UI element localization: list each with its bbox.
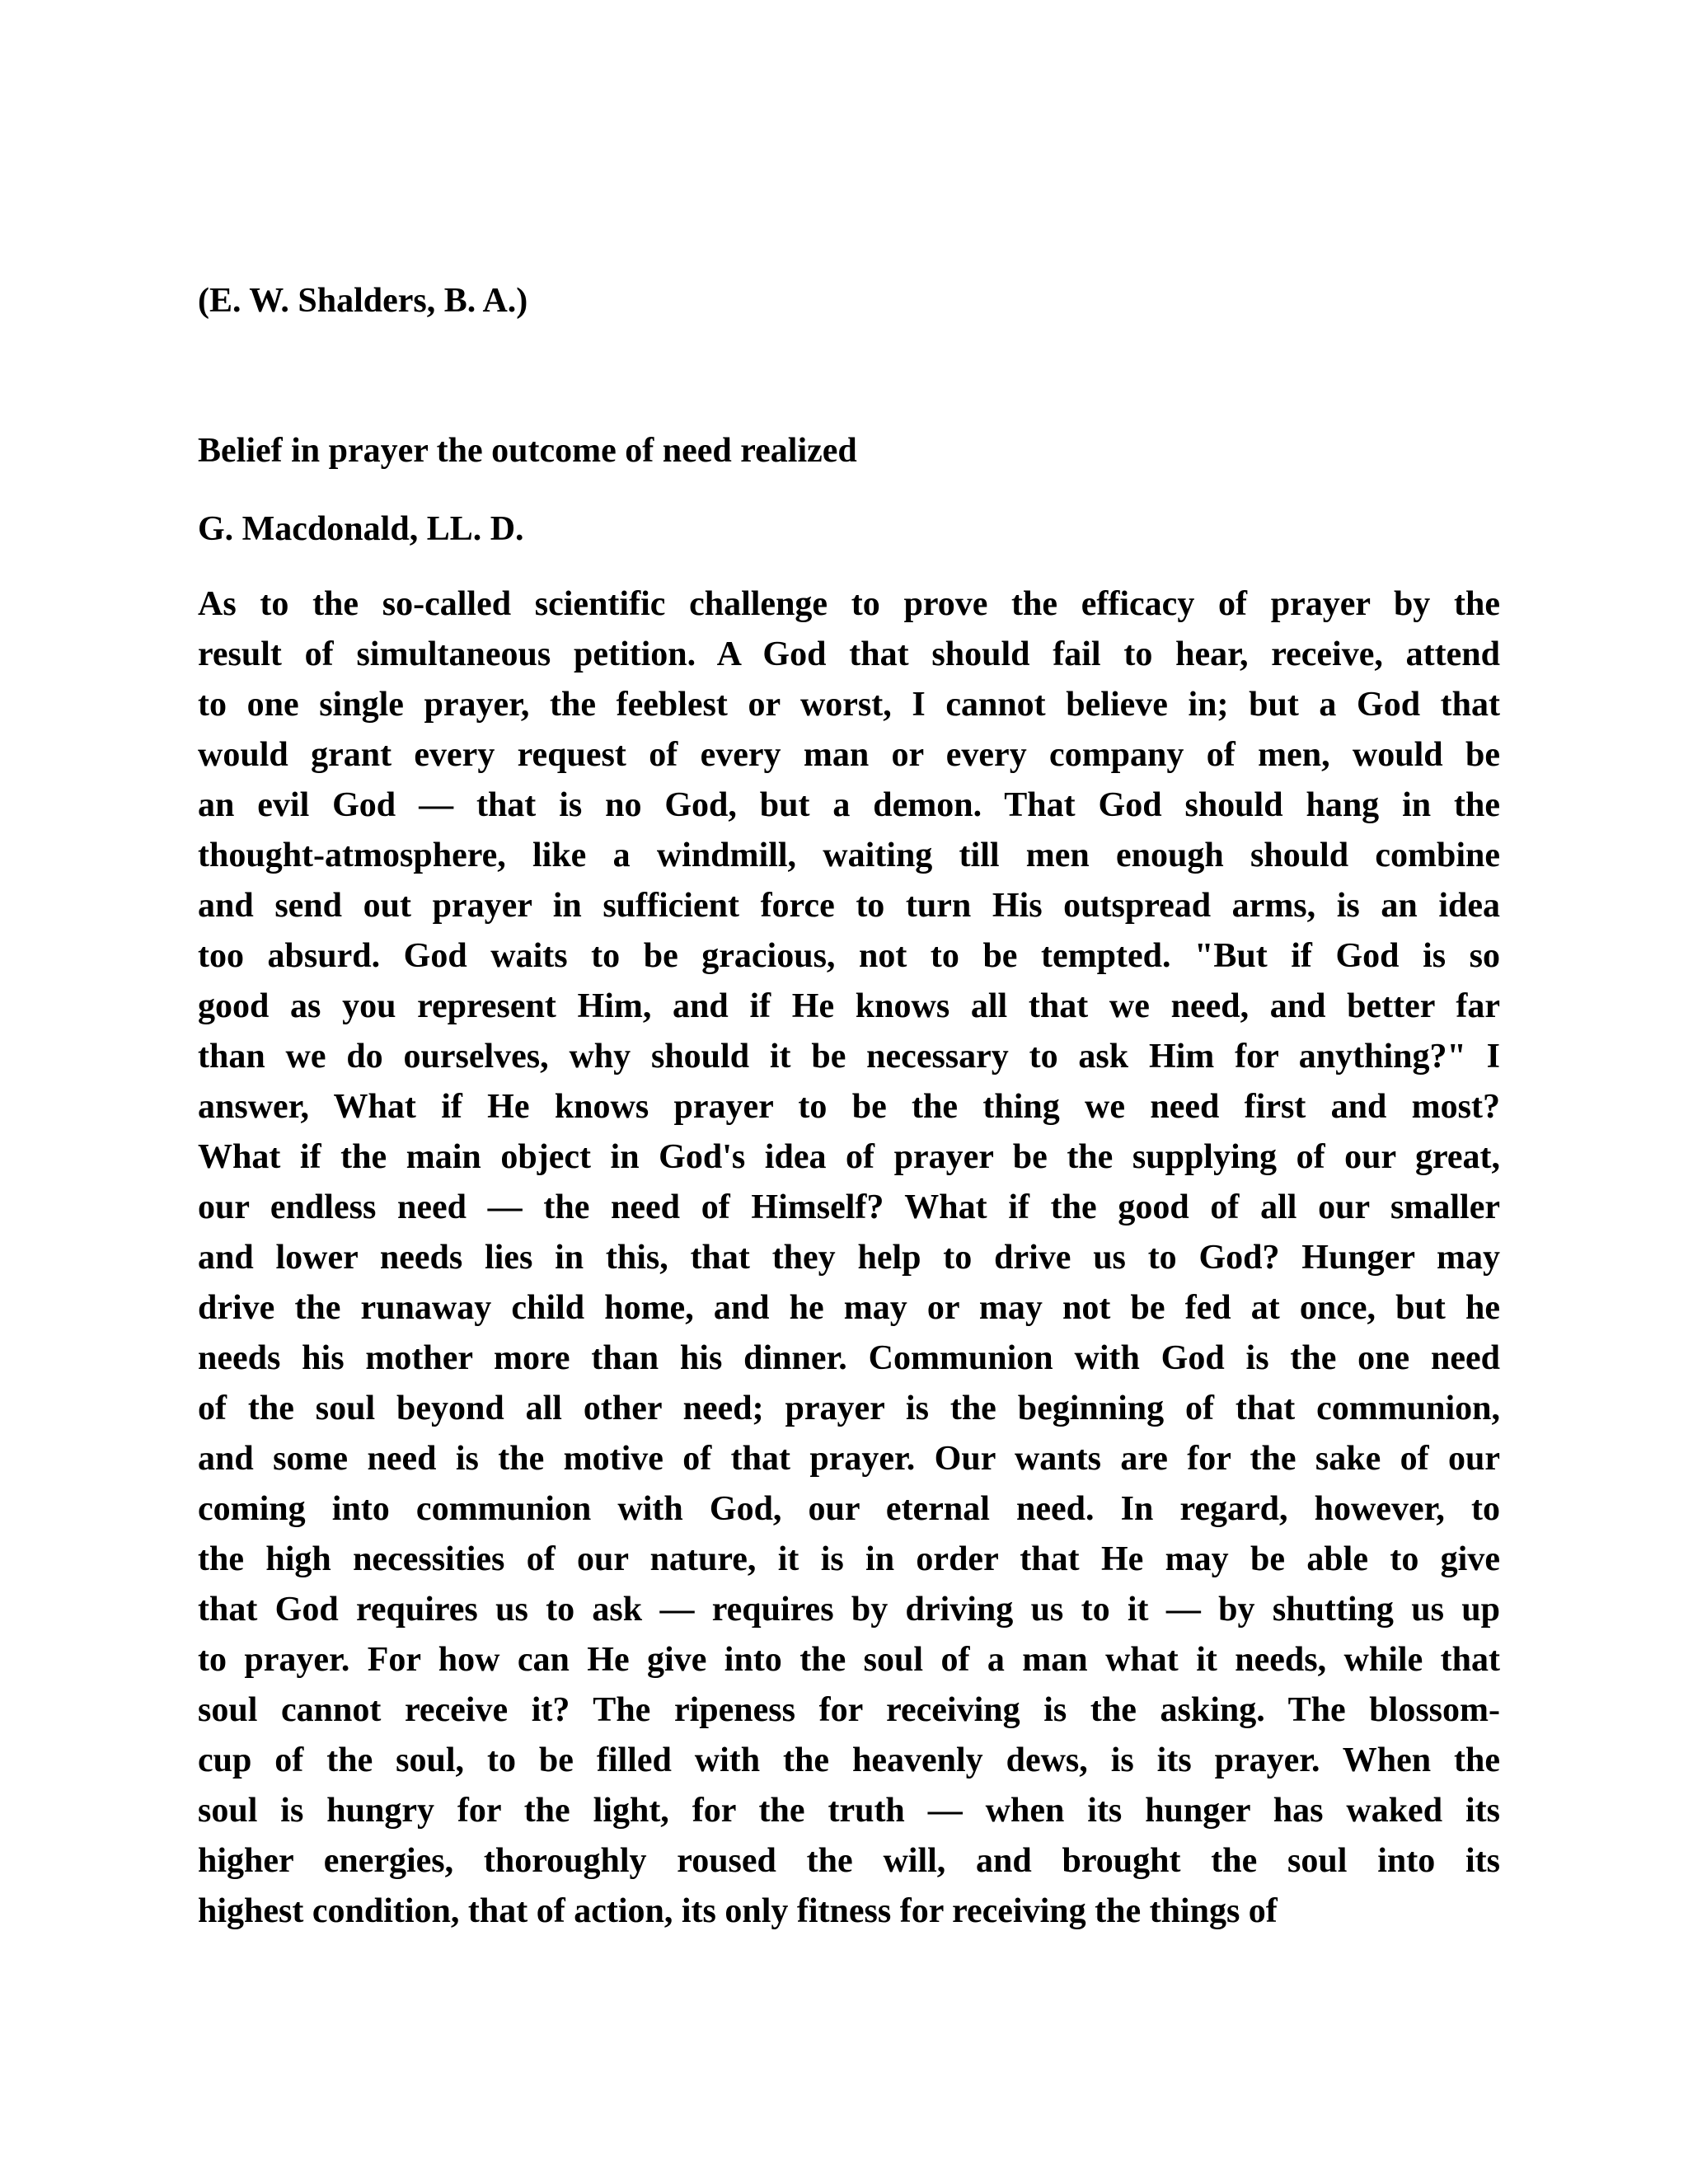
body-line: result of simultaneous petition. A God that should fail to hear, receive, attend [198,635,1500,673]
heading-line: Belief in prayer the outcome of need realized [198,432,857,470]
body-line: to one single prayer, the feeblest or worst, I cannot believe in; but a God that [198,686,1500,724]
author-line: G. Macdonald, LL. D. [198,510,524,548]
body-line: too absurd. God waits to be gracious, not to be tempted. "But if God is so [198,937,1500,975]
body-line: As to the so-called scientific challenge to prove the efficacy of prayer by the [198,585,1500,623]
body-line: of the soul beyond all other need; prayer is the beginning of that communion, [198,1390,1500,1427]
body-line: coming into communion with God, our eternal need. In regard, however, to [198,1490,1500,1528]
author-name [198,504,1500,555]
body-paragraph [198,579,1500,1937]
body-line: needs his mother more than his dinner. Communion with God is the one need [198,1339,1500,1377]
body-line: an evil God — that is no God, but a demon. That God should hang in the [198,786,1500,824]
body-line: and lower needs lies in this, that they help to drive us to God? Hunger may [198,1239,1500,1277]
attribution-line: (E. W. Shalders, B. A.) [198,282,528,320]
body-line: drive the runaway child home, and he may or may not be fed at once, but he [198,1289,1500,1327]
body-line: than we do ourselves, why should it be necessary to ask Him for anything?" I [198,1038,1500,1076]
body-line: and send out prayer in sufficient force to turn His outspread arms, is an idea [198,887,1500,925]
body-line: cup of the soul, to be filled with the heavenly dews, is its prayer. When the [198,1741,1500,1779]
body-line: soul is hungry for the light, for the truth — when its hunger has waked its [198,1792,1500,1830]
body-line: the high necessities of our nature, it is in order that He may be able to give [198,1540,1500,1578]
body-line: and some need is the motive of that prayer. Our wants are for the sake of our [198,1440,1500,1478]
body-line: good as you represent Him, and if He knows all that we need, and better far [198,987,1500,1025]
attribution-text [198,276,1500,326]
body-line: soul cannot receive it? The ripeness for receiving is the asking. The blossom- [198,1691,1500,1729]
body-line: answer, What if He knows prayer to be the thing we need first and most? [198,1088,1500,1126]
body-line: would grant every request of every man or every company of men, would be [198,736,1500,774]
body-line: thought-atmosphere, like a windmill, waiting till men enough should combine [198,837,1500,874]
body-line: to prayer. For how can He give into the soul of a man what it needs, while that [198,1641,1500,1679]
body-line: our endless need — the need of Himself? What if the good of all our smaller [198,1188,1500,1226]
body-line: that God requires us to ask — requires by driving us to it — by shutting us up [198,1591,1500,1629]
section-heading [198,426,1500,476]
body-line: highest condition, that of action, its only fitness for receiving the things of [198,1892,1278,1930]
body-line: higher energies, thoroughly roused the will, and brought the soul into its [198,1842,1500,1880]
body-line: What if the main object in God's idea of prayer be the supplying of our great, [198,1138,1500,1176]
